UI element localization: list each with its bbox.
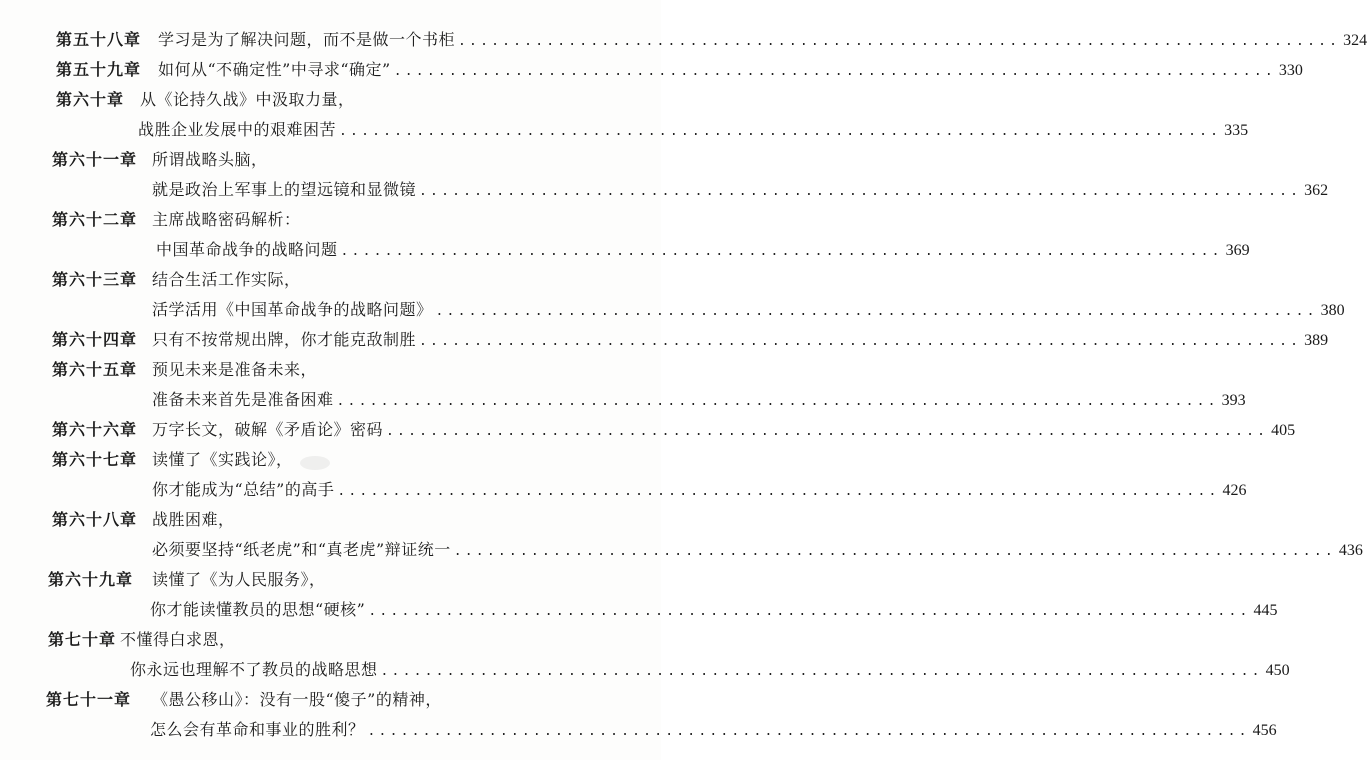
page-number: 393: [1221, 392, 1246, 409]
paper-smudge: [300, 456, 330, 470]
chapter-number: 第六十八章: [52, 510, 138, 529]
dot-leader: ................................................................................: [337, 484, 1220, 499]
chapter-number: 第六十二章: [52, 210, 138, 229]
chapter-title: 从《论持久战》中汲取力量，: [140, 90, 355, 109]
dot-leader: ................................................................................: [386, 424, 1269, 439]
toc-entry-line: [48, 627, 236, 653]
toc-entry-line: [152, 177, 1329, 203]
page-number: 362: [1304, 182, 1329, 199]
toc-entry-line: [52, 507, 235, 533]
chapter-number: 第六十三章: [52, 270, 138, 289]
chapter-title: 中国革命战争的战略问题: [156, 240, 338, 259]
chapter-title: 学习是为了解决问题，而不是做一个书柜: [158, 30, 456, 49]
chapter-number: 第六十七章: [52, 450, 138, 469]
dot-leader: ................................................................................: [380, 664, 1263, 679]
dot-leader: ................................................................................: [340, 244, 1223, 259]
dot-leader: ................................................................................: [339, 124, 1222, 139]
toc-entry-line: [56, 27, 1367, 53]
chapter-title: 你才能成为“总结”的高手: [152, 480, 335, 499]
toc-entry-line: [52, 417, 1296, 443]
chapter-title: 读懂了《实践论》，: [152, 450, 293, 469]
chapter-number: 第六十四章: [52, 330, 138, 349]
page-number: 445: [1253, 602, 1278, 619]
page-number: 369: [1225, 242, 1250, 259]
toc-entry-line: [152, 477, 1247, 503]
dot-leader: ................................................................................: [336, 394, 1219, 409]
chapter-number: 第五十九章: [56, 60, 142, 79]
chapter-title: 你永远也理解不了教员的战略思想: [130, 660, 378, 679]
chapter-title: 所谓战略头脑，: [152, 150, 268, 169]
dot-leader: ................................................................................: [368, 604, 1251, 619]
toc-entry-line: [56, 57, 1303, 83]
chapter-title: 准备未来首先是准备困难: [152, 390, 334, 409]
page-number: 450: [1265, 662, 1290, 679]
dot-leader: ................................................................................: [453, 544, 1336, 559]
chapter-title: 主席战略密码解析：: [152, 210, 301, 229]
chapter-title: 万字长文，破解《矛盾论》密码: [152, 420, 384, 439]
toc-entry-line: [52, 357, 317, 383]
page-number: 380: [1320, 302, 1345, 319]
chapter-title: 必须要坚持“纸老虎”和“真老虎”辩证统一: [152, 540, 451, 559]
page-number: 426: [1222, 482, 1247, 499]
dot-leader: ................................................................................: [458, 34, 1341, 49]
toc-entry-line: [52, 327, 1329, 353]
chapter-number: 第六十五章: [52, 360, 138, 379]
chapter-title: 战胜困难，: [152, 510, 235, 529]
dot-leader: ................................................................................: [435, 304, 1318, 319]
toc-entry-line: [152, 537, 1363, 563]
chapter-title: 只有不按常规出牌，你才能克敌制胜: [152, 330, 417, 349]
page-number: 389: [1304, 332, 1329, 349]
dot-leader: ................................................................................: [419, 334, 1302, 349]
chapter-number: 第六十一章: [52, 150, 138, 169]
chapter-number: 第七十章: [48, 630, 117, 649]
page-number: 335: [1224, 122, 1249, 139]
dot-leader: ................................................................................: [393, 64, 1276, 79]
toc-entry-line: [56, 87, 355, 113]
chapter-title: 预见未来是准备未来，: [152, 360, 318, 379]
chapter-number: 第六十九章: [48, 570, 134, 589]
chapter-title: 如何从“不确定性”中寻求“确定”: [158, 60, 391, 79]
toc-entry-line: [150, 717, 1277, 743]
chapter-title: 读懂了《为人民服务》，: [152, 570, 326, 589]
chapter-title: 结合生活工作实际，: [152, 270, 301, 289]
toc-entry-line: [46, 687, 442, 713]
dot-leader: ................................................................................: [419, 184, 1302, 199]
toc-entry-line: [48, 567, 326, 593]
chapter-number: 第六十章: [56, 90, 125, 109]
page-number: 405: [1271, 422, 1296, 439]
toc-entry-line: [52, 267, 301, 293]
chapter-number: 第六十六章: [52, 420, 138, 439]
chapter-title: 就是政治上军事上的望远镜和显微镜: [152, 180, 417, 199]
chapter-number: 第七十一章: [46, 690, 132, 709]
chapter-title: 不懂得白求恩，: [120, 630, 236, 649]
toc-entry-line: [138, 117, 1249, 143]
page-number: 436: [1338, 542, 1363, 559]
page-number: 324: [1343, 32, 1367, 49]
chapter-title: 怎么会有革命和事业的胜利？: [150, 720, 365, 739]
dot-leader: ................................................................................: [367, 724, 1250, 739]
chapter-number: 第五十八章: [56, 30, 142, 49]
toc-entry-line: [52, 147, 268, 173]
chapter-title: 你才能读懂教员的思想“硬核”: [150, 600, 366, 619]
toc-entry-line: [52, 447, 293, 473]
toc-entry-line: [156, 237, 1250, 263]
toc-entry-line: [150, 597, 1278, 623]
chapter-title: 活学活用《中国革命战争的战略问题》: [152, 300, 433, 319]
toc-entry-line: [52, 207, 301, 233]
page-number: 456: [1252, 722, 1277, 739]
toc-entry-line: [130, 657, 1290, 683]
toc-entry-line: [152, 297, 1345, 323]
chapter-title: 《愚公移山》：没有一股“傻子”的精神，: [152, 690, 442, 709]
page-number: 330: [1278, 62, 1303, 79]
chapter-title: 战胜企业发展中的艰难困苦: [138, 120, 337, 139]
toc-entry-line: [152, 387, 1246, 413]
